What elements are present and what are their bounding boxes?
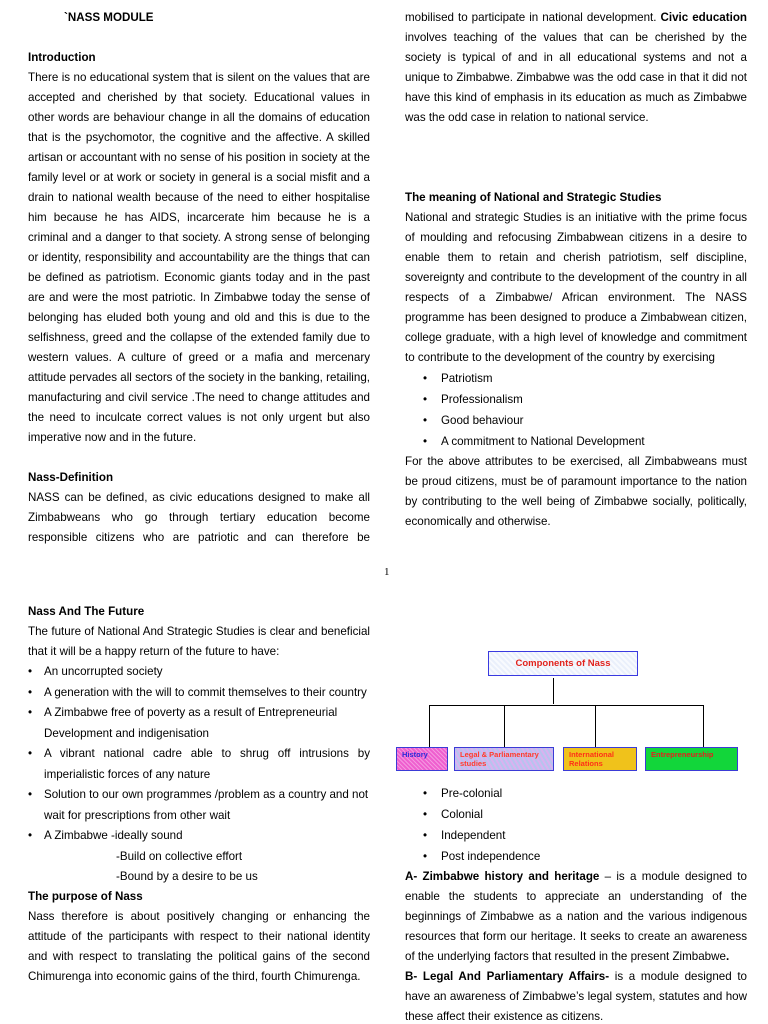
- list-item: • Solution to our own programmes /problem as a country and not wait for prescriptions from other wait: [28, 785, 370, 826]
- legal-text: is a module designed to have an awareness of Zimbabwe’s legal system, statutes and how these affect their existence as citizens.: [405, 970, 747, 1023]
- attributes-paragraph: For the above attributes to be exercised, all Zimbabweans must be proud citizens, must be of paramount importance to the nation by contributing to the well being of Zimbabwe socially, politically, economically and otherwise.: [405, 455, 747, 528]
- connector-line: [504, 705, 505, 747]
- right-top-column: [405, 8, 747, 532]
- purpose-paragraph: Nass therefore is about positively changing or enhancing the attitude of the participants with respect to their national identity and with respect to translating the political gains of the second Chimurenga into economic gains of the third, fourth Chimurenga.: [28, 909, 370, 983]
- meaning-paragraph: National and strategic Studies is an initiative with the prime focus of moulding and refocusing Zimbabwean citizens in a desire to enable them to retain and cherish patriotism, self discipline, sovereignty and contribute to the development of the country in all respects of a Zimbabwe/ African environment. The NASS programme has been designed to produce a Zimbabwean citizen, college graduate, with a high level of knowledge and commitment to contribute to the development of the country by exercising: [405, 211, 747, 364]
- list-item: • A Zimbabwe free of poverty as a result of Entrepreneurial Development and indigenisation: [28, 703, 370, 744]
- attributes-list: [423, 368, 747, 452]
- civic-paragraph: [405, 8, 747, 128]
- page-number: 1: [384, 566, 390, 578]
- diagram-box-legal: Legal & Parliamentary studies: [454, 747, 554, 771]
- legal-term: B- Legal And Parliamentary Affairs-: [405, 970, 610, 983]
- connector-line: [553, 678, 554, 704]
- connector-line: [429, 705, 704, 706]
- definition-paragraph: NASS can be defined, as civic educations designed to make all Zimbabweans who go through tertiary education become responsible citizens who are patriotic and can therefore be: [28, 491, 370, 544]
- list-item: • A generation with the will to commit themselves to their country: [28, 683, 370, 704]
- diagram-box-history: History: [396, 747, 448, 771]
- sub-item: -Bound by a desire to be us: [116, 869, 258, 883]
- connector-line: [429, 705, 430, 747]
- list-item: • A commitment to National Development: [423, 431, 747, 452]
- connector-line: [595, 705, 596, 747]
- right-bottom-column: [405, 783, 747, 1024]
- list-item: • Pre-colonial: [423, 783, 747, 804]
- history-term: A- Zimbabwe history and heritage: [405, 870, 600, 883]
- list-item: • Independent: [423, 825, 747, 846]
- connector-line: [703, 705, 704, 747]
- components-diagram: [396, 648, 742, 776]
- left-bottom-column: [28, 602, 370, 987]
- history-end: .: [725, 950, 730, 963]
- history-paragraph: [405, 867, 747, 967]
- purpose-heading: The purpose of Nass: [28, 889, 143, 903]
- definition-heading: Nass-Definition: [28, 471, 114, 484]
- legal-paragraph: [405, 967, 747, 1024]
- list-item: • An uncorrupted society: [28, 662, 370, 683]
- intro-paragraph: There is no educational system that is silent on the values that are accepted and cherished by that society. Educational values in other words are behaviour change in all the domains of education that is the psychomotor, the cognitive and the affective. A skilled artisan or accountant with no sense of his position in society at the family level or at work or society in general is a social misfit and a drain to national wealth because of the need to either hospitalise him because he has AIDS, incarcerate him because he is a criminal and a danger to that society. A strong sense of belonging or identity, responsibility and accountability are the things that can be defined as patriotism. Economic giants today and in the past are and were the most patriotic. In Zimbabwe today the sense of belonging has eluded both young and old and this is due to the selfishness, greed and the collapse of the extended family due to western values. A culture of greed or a mafia and mercenary attitude pervades all sectors of the society in the banking, retailing, manufacturing and civil service .The need to change attitudes and the need to inculcate correct values is not only urgent but also imperative now and in the future.: [28, 71, 370, 444]
- meaning-heading: The meaning of National and Strategic Studies: [405, 191, 662, 204]
- sub-item: -Build on collective effort: [116, 849, 243, 863]
- future-paragraph: The future of National And Strategic Studies is clear and beneficial that it will be a happy return of the future to have:: [28, 625, 370, 658]
- continued-text: mobilised to participate in national development.: [405, 11, 661, 24]
- left-top-column: [28, 8, 370, 548]
- future-heading: Nass And The Future: [28, 605, 145, 618]
- civic-text: involves teaching of the values that can be cherished by the society is typical of and in all educational systems and not a unique to Zimbabwe. Zimbabwe was the odd case in that it did not have this kind of emphasis in its education as much as Zimbabwe was the odd case in relation to national service.: [405, 31, 747, 124]
- civic-education-term: Civic education: [660, 11, 747, 24]
- diagram-root-box: Components of Nass: [488, 651, 638, 676]
- list-item: • A Zimbabwe -ideally sound: [28, 826, 370, 847]
- list-item: • Patriotism: [423, 368, 747, 389]
- list-item: • Colonial: [423, 804, 747, 825]
- diagram-box-entrepreneurship: Entrepreneurship: [645, 747, 738, 771]
- module-title: `NASS MODULE: [64, 11, 154, 24]
- intro-heading: Introduction: [28, 51, 96, 64]
- future-list: [28, 662, 370, 847]
- list-item: • Professionalism: [423, 389, 747, 410]
- list-item: • A vibrant national cadre able to shrug off intrusions by imperialistic forces of any nature: [28, 744, 370, 785]
- diagram-box-international: International Relations: [563, 747, 637, 771]
- history-text: – is a module designed to enable the students to appreciate an understanding of the beginnings of Zimbabwe as a nation and the various indigenous resources that form our heritage. It seeks to create an awareness of the underlying factors that resulted in the present Zimbabwe: [405, 870, 747, 963]
- periods-list: [423, 783, 747, 867]
- list-item: • Good behaviour: [423, 410, 747, 431]
- list-item: • Post independence: [423, 846, 747, 867]
- page-divider: [0, 583, 768, 584]
